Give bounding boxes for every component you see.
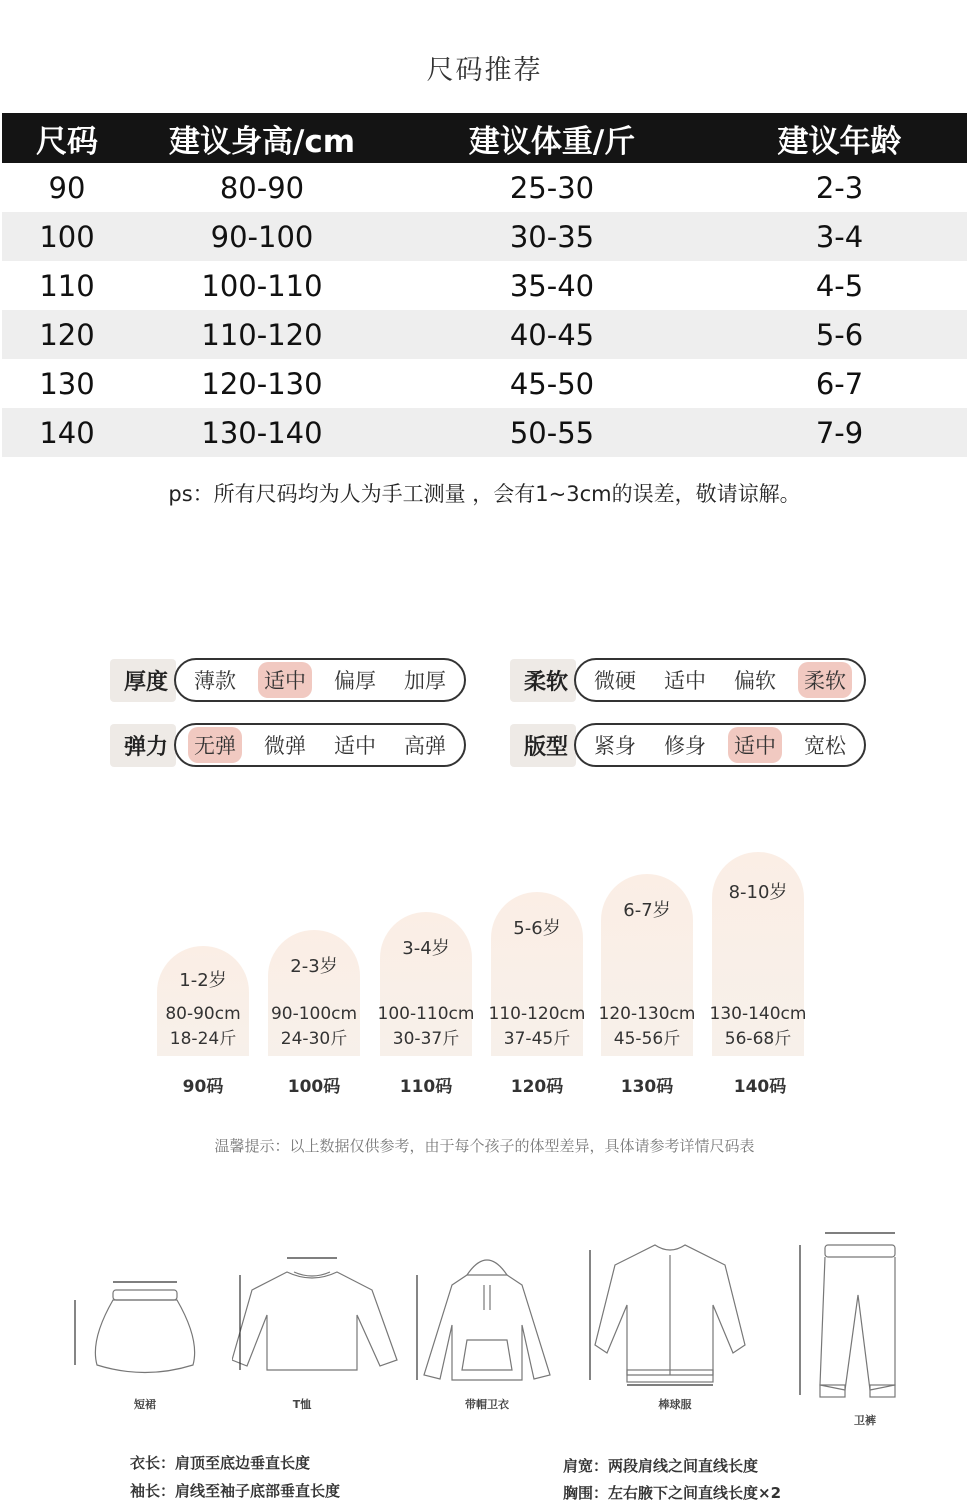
attr-option: 薄款: [194, 669, 237, 693]
cell-size: 120: [2, 310, 132, 359]
cell-weight: 45-50: [509, 366, 595, 401]
attr-option: 适中: [664, 669, 707, 693]
cell-weight: 30-35: [392, 212, 712, 261]
size-code: 120码: [510, 1077, 564, 1097]
attr-option: 紧身: [594, 734, 637, 758]
age-height: 90-100cm: [270, 1004, 358, 1024]
cell-age: 6-7: [815, 366, 864, 401]
age-column: [488, 850, 586, 1056]
cell-age: 7-9: [712, 408, 967, 457]
cell-age: 2-3: [815, 170, 864, 205]
age-height: 130-140cm: [709, 1004, 807, 1024]
table-row: [2, 359, 967, 408]
attr-option: 修身: [664, 734, 707, 758]
attr-option-selected: 适中: [258, 662, 312, 698]
measurement-note: ps：所有尺码均为人为手工测量 ，会有1~3cm的误差，敬请谅解。: [168, 482, 801, 506]
attr-options: [174, 658, 466, 702]
size-code: 110码: [399, 1077, 453, 1097]
cell-height: 110-120: [132, 310, 392, 359]
age-label: 1-2岁: [179, 970, 227, 991]
cell-height: 80-90: [219, 170, 305, 205]
size-code: 90码: [182, 1077, 224, 1097]
age-height: 100-110cm: [377, 1004, 475, 1024]
attr-label: 厚度: [110, 659, 176, 702]
pants-diagram-icon: [790, 1225, 920, 1410]
garment-caption: 带帽卫衣: [465, 1398, 509, 1411]
attr-label: 柔软: [510, 659, 576, 702]
attr-thickness: [110, 658, 466, 702]
cell-height: 100-110: [201, 268, 323, 303]
attr-label: 版型: [510, 724, 576, 767]
cell-weight: 50-55: [392, 408, 712, 457]
age-column: [268, 850, 360, 1056]
header-height: 建议身高/cm: [132, 113, 392, 163]
attr-softness: [510, 658, 866, 702]
age-label: 8-10岁: [728, 882, 788, 903]
cell-weight: 35-40: [509, 268, 595, 303]
table-row: [2, 408, 967, 457]
cell-height: 120-130: [201, 366, 323, 401]
attr-options: [174, 723, 466, 767]
tshirt-diagram-icon: [232, 1250, 407, 1390]
garment-caption: 棒球服: [658, 1398, 692, 1411]
attr-options: [574, 723, 866, 767]
garment-caption: 卫裤: [854, 1414, 876, 1427]
attr-elasticity: [110, 723, 466, 767]
page-title: 尺码推荐: [426, 55, 543, 86]
table-row: [2, 310, 967, 359]
attr-option: 高弹: [404, 734, 447, 758]
attr-option-selected: 无弹: [188, 727, 242, 763]
legend-shoulder: 肩宽：两段肩线之间直线长度: [563, 1457, 759, 1475]
header-age: 建议年龄: [712, 113, 967, 163]
cell-size: 100: [2, 212, 132, 261]
cell-size: 90: [48, 170, 86, 205]
age-column: [598, 850, 696, 1056]
cell-weight: 40-45: [392, 310, 712, 359]
legend-length: 衣长：肩顶至底边垂直长度: [130, 1454, 311, 1472]
cell-age: 3-4: [712, 212, 967, 261]
age-label: 2-3岁: [290, 956, 338, 977]
table-row: [2, 163, 967, 212]
age-weight: 37-45斤: [503, 1029, 571, 1049]
age-weight: 56-68斤: [724, 1029, 792, 1049]
attr-fit: [510, 723, 866, 767]
age-label: 3-4岁: [402, 938, 450, 959]
attr-option: 偏厚: [334, 669, 377, 693]
baseball-jacket-diagram-icon: [585, 1235, 755, 1395]
age-label: 6-7岁: [623, 900, 671, 921]
age-height: 120-130cm: [598, 1004, 696, 1024]
age-column: [377, 850, 475, 1056]
attr-option: 加厚: [404, 669, 447, 693]
legend-chest: 胸围：左右腋下之间直线长度×2: [563, 1484, 782, 1502]
cell-weight: 25-30: [509, 170, 595, 205]
age-weight: 18-24斤: [169, 1029, 237, 1049]
age-column: [157, 850, 249, 1056]
attr-option: 宽松: [804, 734, 847, 758]
attr-label: 弹力: [110, 724, 176, 767]
cell-height: 90-100: [132, 212, 392, 261]
age-weight: 45-56斤: [613, 1029, 681, 1049]
age-weight: 30-37斤: [392, 1029, 460, 1049]
size-code: 140码: [733, 1077, 787, 1097]
cell-height: 130-140: [132, 408, 392, 457]
attr-options: [574, 658, 866, 702]
table-row: [2, 212, 967, 261]
garment-caption: 短裙: [134, 1398, 156, 1411]
attr-option-selected: 柔软: [798, 662, 852, 698]
size-code: 100码: [287, 1077, 341, 1097]
cell-age: 5-6: [712, 310, 967, 359]
attr-option: 适中: [334, 734, 377, 758]
skirt-diagram-icon: [65, 1270, 225, 1390]
age-label: 5-6岁: [513, 918, 561, 939]
garment-caption: T恤: [292, 1398, 312, 1411]
age-column: [709, 850, 807, 1056]
size-code: 130码: [620, 1077, 674, 1097]
cell-size: 140: [2, 408, 132, 457]
table-header-row: [2, 113, 967, 163]
attr-option: 偏软: [734, 669, 777, 693]
legend-sleeve: 袖长：肩线至袖子底部垂直长度: [130, 1482, 341, 1500]
age-height: 110-120cm: [488, 1004, 586, 1024]
age-height: 80-90cm: [165, 1004, 241, 1024]
size-table: [2, 113, 967, 457]
hoodie-diagram-icon: [412, 1245, 562, 1395]
attr-option: 微硬: [594, 669, 637, 693]
warm-tip: 温馨提示：以上数据仅供参考，由于每个孩子的体型差异，具体请参考详情尺码表: [214, 1137, 755, 1155]
table-row: [2, 261, 967, 310]
cell-age: 4-5: [815, 268, 864, 303]
cell-size: 130: [39, 366, 95, 401]
cell-size: 110: [39, 268, 95, 303]
attr-option: 微弹: [264, 734, 307, 758]
age-weight: 24-30斤: [280, 1029, 348, 1049]
attr-option-selected: 适中: [728, 727, 782, 763]
header-size: 尺码: [2, 113, 132, 163]
header-weight: 建议体重/斤: [392, 113, 712, 163]
